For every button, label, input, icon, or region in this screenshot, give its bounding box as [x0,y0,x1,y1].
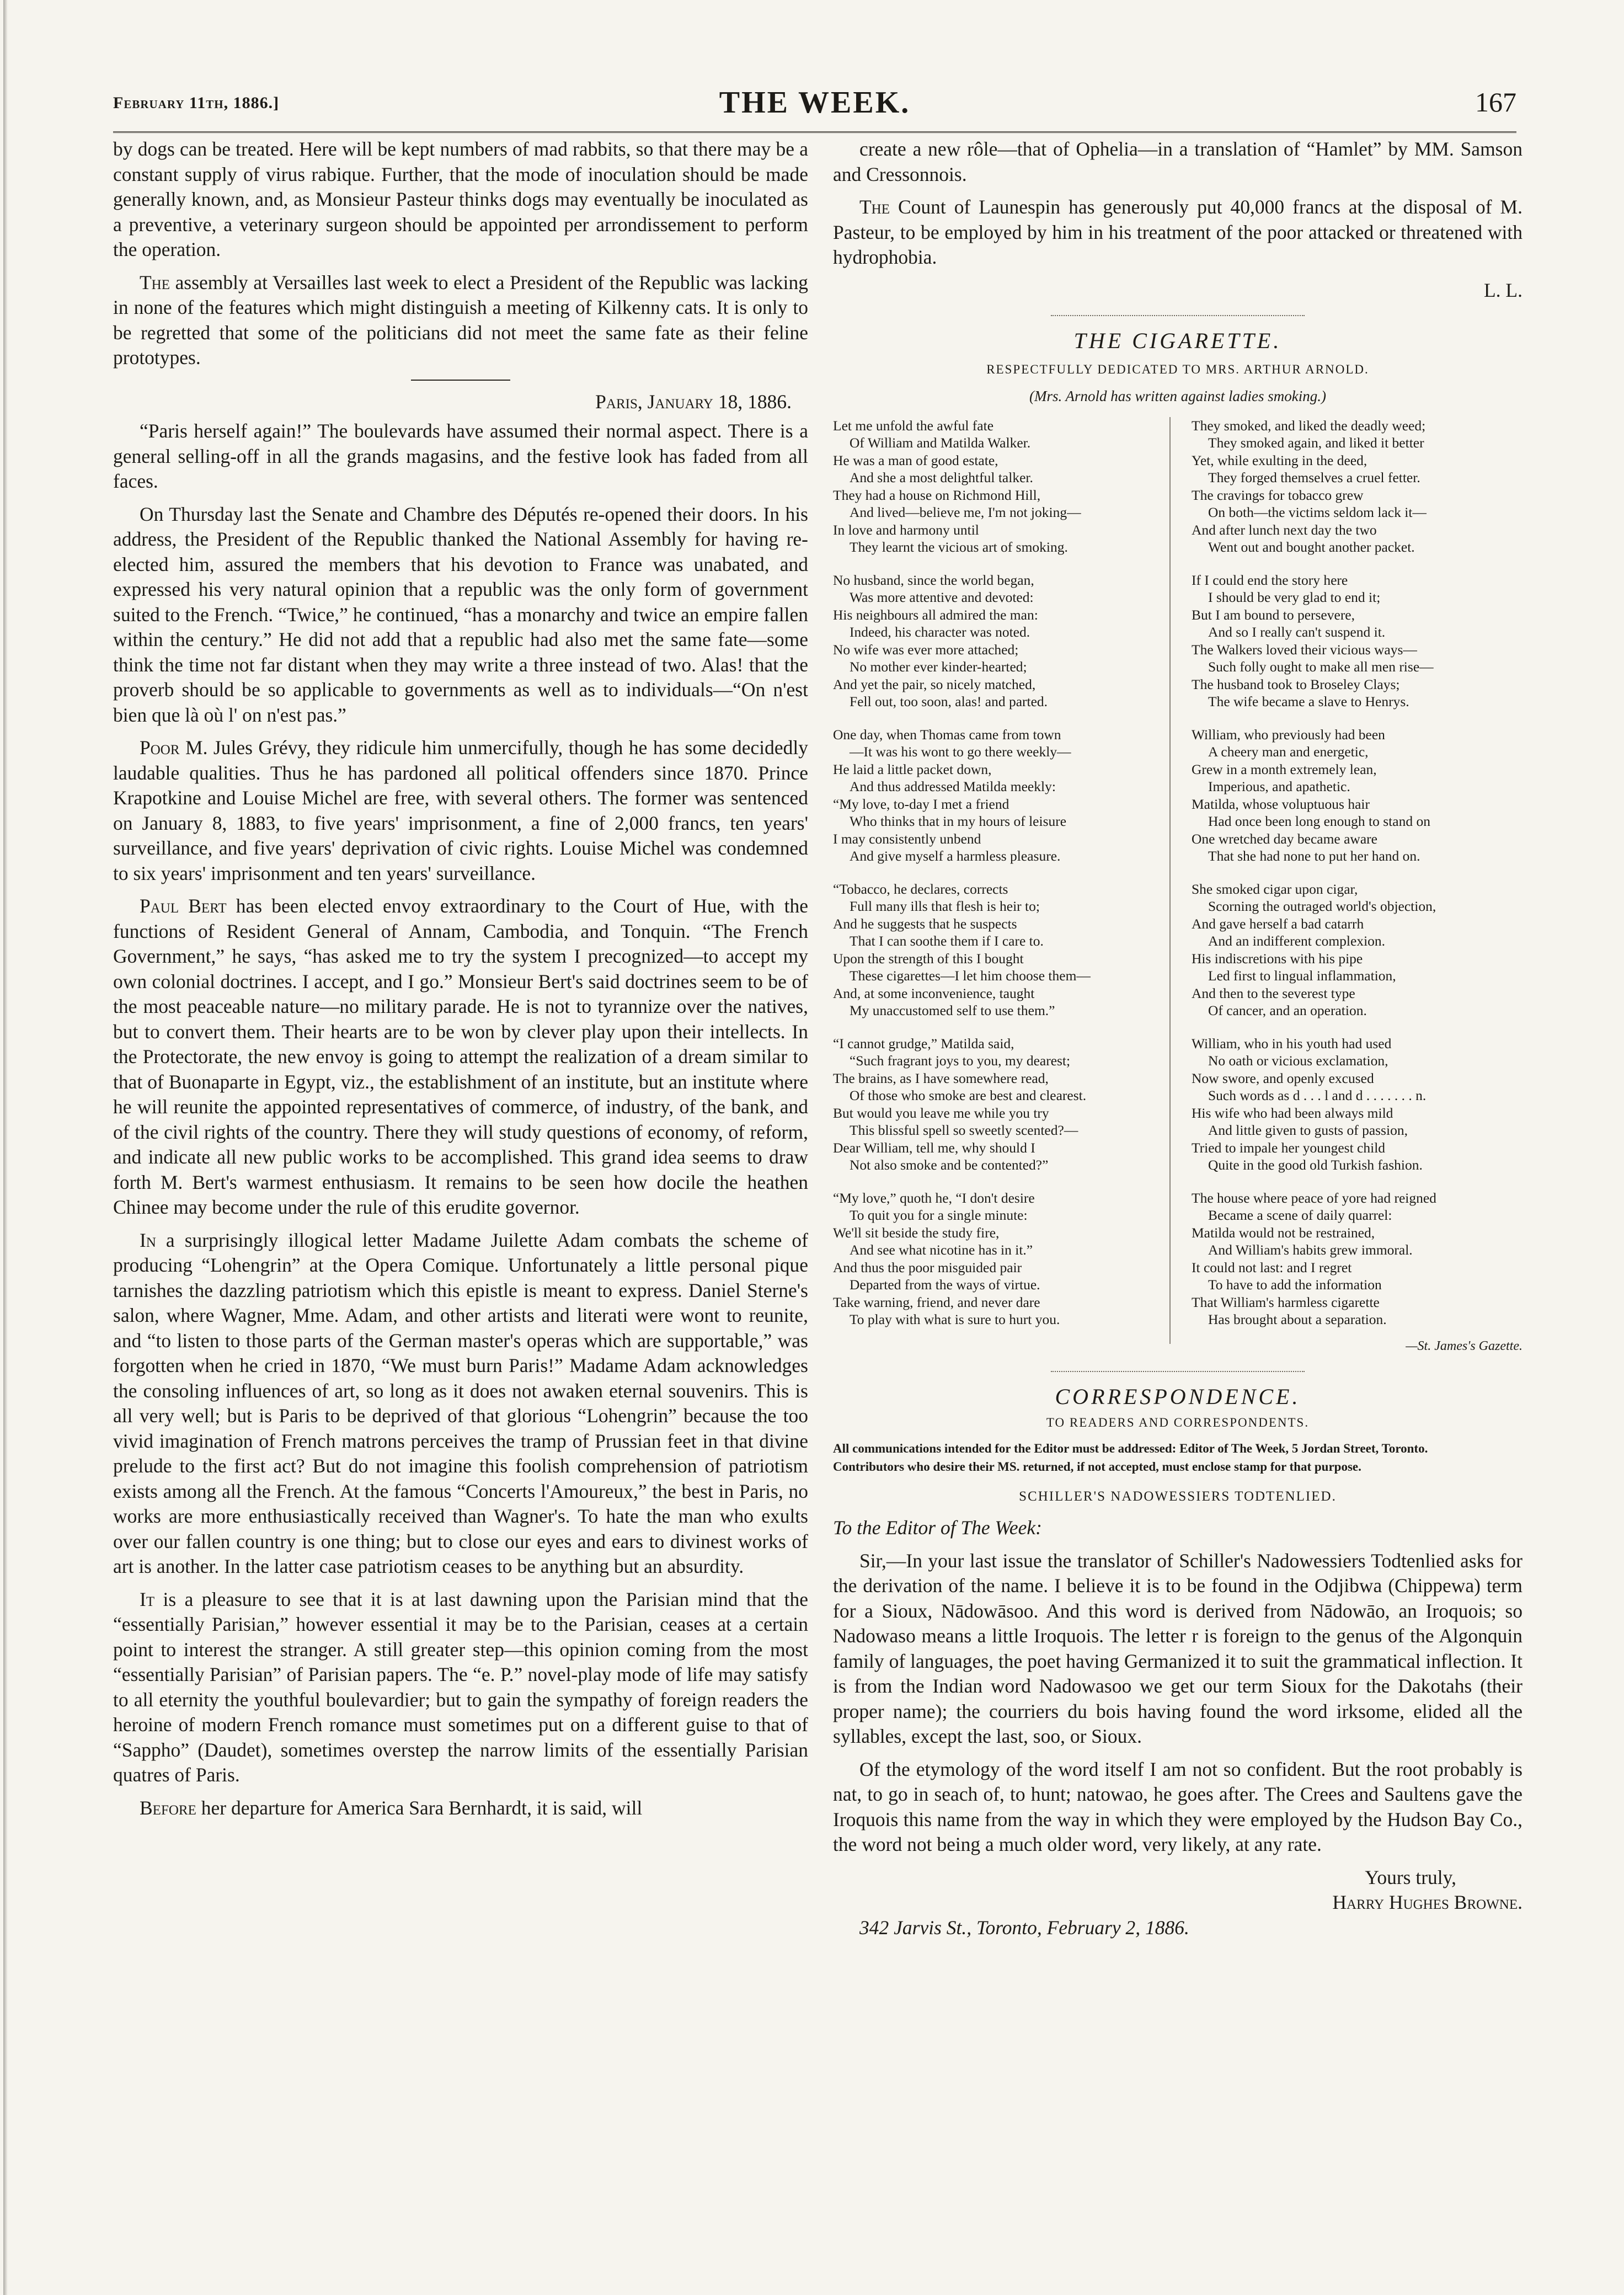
paragraph-text: M. Jules Grévy, they ridicule him unmercifully, though he has some decidedly laudable qualities. Thus he has pardoned all political offenders since 1870. Prince Krapotkine and Louise Michel are free, with several others. The former was sentenced on January 8, 1883, to five years' imprisonment, a fine of 2,000 francs, ten years' surveillance, and five years' deprivation of civic rights. Louise Michel was condemned to six years' imprisonment and ten years' surveillance. [113,736,809,884]
poem-line: And he suggests that he suspects [833,915,1017,932]
poem-stanza [833,726,1164,865]
lead-word: Paul Bert [140,895,227,917]
poem-line: Let me unfold the awful fate [833,417,994,434]
poem-line: “Tobacco, he declares, corrects [833,880,1008,897]
lead-word: The [859,196,890,218]
poem-line: Such folly ought to make all men rise— [1208,659,1434,675]
poem-line: But I am bound to persevere, [1192,606,1355,623]
letter-signature: Harry Hughes Browne. [1332,1891,1522,1913]
poem-line: Quite in the good old Turkish fashion. [1208,1157,1423,1173]
poem-line: Not also smoke and be contented?” [850,1157,1049,1173]
poem-line: The wife became a slave to Henrys. [1208,693,1409,709]
poem-line: Yet, while exulting in the deed, [1192,452,1367,468]
poem-line: That William's harmless cigarette [1192,1294,1380,1310]
poem-line: And gave herself a bad catarrh [1192,915,1364,932]
poem-line: Imperious, and apathetic. [1208,778,1350,794]
poem-line: William, who in his youth had used [1192,1035,1392,1052]
poem-line: They forged themselves a cruel fetter. [1208,469,1420,485]
poem-line: Of William and Matilda Walker. [850,435,1031,451]
poem-note: (Mrs. Arnold has written against ladies smoking.) [1029,388,1326,404]
poem-stanza [1192,417,1522,556]
poem-line: Matilda, whose voluptuous hair [1192,796,1370,812]
poem-line: If I could end the story here [1192,572,1348,588]
lead-word: Before [140,1796,196,1819]
section-title: CORRESPONDENCE. [1055,1384,1301,1409]
poem-line: Dear William, tell me, why should I [833,1139,1035,1156]
letter-paragraph: Of the etymology of the word itself I am not so confident. But the root probably is nat, to go in seach of, to hunt; natowao, he goes after. The Crees and Saultens gave the Iroquois this name from the way in which they were employed by the Hudson Bay Co., the word not being a much older word, very likely, at any rate. [833,1758,1522,1855]
correspondence-notes [833,1415,1522,1474]
poem-line: Scorning the outraged world's objection, [1208,898,1436,914]
paragraph-text: assembly at Versailles last week to elect a President of the Republic was lacking in none of the features which might distinguish a meeting of Kilkenny cats. It is only to be regretted that some of the politicians did not meet the same fate as their feline prototypes. [113,271,809,369]
poem-line: His indiscretions with his pipe [1192,950,1363,967]
poem-line: William, who previously had been [1192,726,1385,743]
poem-stanza [1192,1189,1522,1328]
masthead: THE WEEK. [719,86,911,120]
paragraph [113,894,808,1220]
poem-column-left [833,417,1171,1344]
right-column [833,137,1522,1940]
paragraph: create a new rôle—that of Ophelia—in a translation of “Hamlet” by MM. Samson and Cressonnois. [833,138,1522,185]
poem-line: Went out and bought another packet. [1208,539,1415,555]
poem-line: Became a scene of daily quarrel: [1208,1207,1392,1223]
poem-line: And thus addressed Matilda meekly: [850,778,1056,794]
poem-line: Was more attentive and devoted: [850,589,1034,605]
poem-stanza [833,417,1164,556]
poem-line: They smoked again, and liked it better [1208,435,1424,451]
poem-line: Had once been long enough to stand on [1208,813,1430,829]
poem-stanza [1192,1035,1522,1174]
poem-line: Of those who smoke are best and clearest. [850,1087,1087,1103]
poem-line: And William's habits grew immoral. [1208,1242,1413,1258]
issue-date: February 11th, 1886.] [113,94,280,112]
page-header [113,87,1516,120]
signature: L. L. [1484,279,1522,301]
paragraph: “Paris herself again!” The boulevards have assumed their normal aspect. There is a general selling-off in all the grands magasins, and the festive look has faded from all faces. [113,420,808,492]
poem-title: THE CIGARETTE. [1073,328,1282,353]
lead-word: The [140,271,170,293]
poem-line: She smoked cigar upon cigar, [1192,880,1358,897]
poem-line: To play with what is sure to hurt you. [850,1311,1060,1327]
dateline: Paris, January 18, 1886. [595,390,792,413]
paragraph-text: Count of Launespin has generously put 40,000 francs at the disposal of M. Pasteur, to be employed by him in his treatment of the poor attacked or threatened with hydrophobia. [833,196,1522,268]
poem-line: That I can soothe them if I care to. [850,933,1044,949]
poem-line: One day, when Thomas came from town [833,726,1061,743]
header-rule [113,131,1516,133]
poem-line: His neighbours all admired the man: [833,606,1038,623]
poem-line: Upon the strength of this I bought [833,950,1024,967]
poem-line: That she had none to put her hand on. [1208,848,1420,864]
poem-line: —It was his wont to go there weekly— [850,744,1071,760]
poem-line: Of cancer, and an operation. [1208,1002,1367,1018]
poem-line: One wretched day became aware [1192,830,1377,847]
poem-line: Now swore, and openly excused [1192,1070,1374,1086]
poem-line: And lived—believe me, I'm not joking— [850,504,1081,520]
poem-line: Led first to lingual inflammation, [1208,968,1396,984]
poem-line: These cigarettes—I let him choose them— [850,968,1091,984]
poem-credit: —St. James's Gazette. [1406,1338,1522,1353]
letter-salutation: To the Editor of The Week: [833,1517,1042,1539]
poem-line: And an indifferent complexion. [1208,933,1386,949]
paragraph-text: a surprisingly illogical letter Madame Juilette Adam combats the scheme of producing “Lohengrin” at the Opera Comique. Unfortunately a little personal pique tarnishes the dazzling patriotism which this epistle is meant to express. Daniel Sterne's salon, where Wagner, Mme. Adam, and other artists and literati were wont to reunite, and “to listen to those parts of the German master's operas which are supportable,” was forgotten when he cried in 1870, “We must burn Paris!” Madame Adam acknowledges the consoling influences of art, so long as it does not awaken eternal souvenirs. This is all very well; but is Paris to be deprived of that glorious “Lohengrin” because the too vivid imagination of French matrons perceives the tramp of Prussian feet in that divine prelude to the first act? But do not imagine this foolish comprehension of patriotism exists among all the French. At the famous “Concerts l'Amoureux,” the best in Paris, no works are more enthusiastically received than Wagner's. To hate the man who exults over our fallen country is one thing; but to close our eyes and ears to divinest works of art is another. In the latter case patriotism ceases to be anything but an absurdity. [113,1229,809,1577]
lead-word: It [140,1588,155,1610]
paragraph-text: is a pleasure to see that it is at last dawning upon the Parisian mind that the “essentially Parisian,” however essential it may be to the Parisian, ceases at a certain point to interest the stranger. A still greater step—this opinion coming from the most “essentially Parisian” of Parisian papers. The “e. P.” novel-play mode of life may satisfy to all eternity the youthful boulevardier; but to gain the sympathy of foreign readers the heroine of modern French romance must sometimes put on a different guise to that of “Sappho” (Daudet), sometimes overstep the narrow limits of the essentially Parisian quatres of Paris. [113,1588,808,1786]
poem-line: The Walkers loved their vicious ways— [1192,641,1417,658]
poem-line: And, at some inconvenience, taught [833,985,1035,1001]
poem-line: “Such fragrant joys to you, my dearest; [850,1053,1071,1069]
poem-line: I may consistently unbend [833,830,981,847]
poem-line: The brains, as I have somewhere read, [833,1070,1049,1086]
poem-line: They had a house on Richmond Hill, [833,487,1041,503]
poem-stanza [833,880,1164,1020]
poem-stanza [833,1035,1164,1174]
section-subtitle: TO READERS AND CORRESPONDENTS. [1046,1415,1310,1429]
notice: All communications intended for the Editor must be addressed: Editor of The Week, 5 Jordan Street, Toronto. [833,1441,1428,1455]
poem-line: We'll sit beside the study fire, [833,1224,1000,1241]
left-column [113,137,808,1828]
poem-line: No mother ever kinder-hearted; [850,659,1027,675]
poem-line: Departed from the ways of virtue. [850,1277,1040,1293]
letter-address: 342 Jarvis St., Toronto, February 2, 1886. [859,1916,1189,1939]
poem-line: I should be very glad to end it; [1208,589,1381,605]
letter-closing: Yours truly, [1365,1866,1456,1888]
poem-line: To quit you for a single minute: [850,1207,1028,1223]
poem-line: The house where peace of yore had reigned [1192,1189,1436,1206]
section-rule [411,380,510,381]
poem-line: Has brought about a separation. [1208,1311,1387,1327]
poem-line: And she a most delightful talker. [850,469,1033,485]
paragraph [113,270,808,371]
lead-word: In [140,1229,156,1251]
poem-line: They smoked, and liked the deadly weed; [1192,417,1426,434]
poem-line: This blissful spell so sweetly scented?— [850,1122,1078,1138]
letter-heading: SCHILLER'S NADOWESSIERS TODTENLIED. [1019,1488,1337,1504]
section-rule [1051,1371,1305,1372]
poem-stanza [1192,726,1522,865]
poem-line: They learnt the vicious art of smoking. [850,539,1068,555]
poem-line: He laid a little packet down, [833,761,992,777]
poem-line: And after lunch next day the two [1192,521,1377,538]
paragraph: On Thursday last the Senate and Chambre des Députés re-opened their doors. In his address, the President of the Republic thanked the National Assembly for having re-elected him, assured the members that his devotion to France was unabated, and expressed his very natural opinion that a republic was the only form of government suited to the French. “Twice,” he continued, “has a monarchy and twice an empire fallen within the century.” He did not add that a republic had also met the same fate—some think the time not far distant when they may write a three instead of two. Alas! that the proverb should be so applicable to governments as well as to individuals—“On n'est bien que là où l' on n'est pas.” [113,503,808,726]
poem-line: Grew in a month extremely lean, [1192,761,1377,777]
poem-line: And give myself a harmless pleasure. [850,848,1061,864]
poem-line: And little given to gusts of passion, [1208,1122,1408,1138]
poem [833,417,1522,1344]
poem-line: Matilda would not be restrained, [1192,1224,1375,1241]
poem-line: My unaccustomed self to use them.” [850,1002,1055,1018]
section-rule [1051,315,1305,316]
poem-dedication: RESPECTFULLY DEDICATED TO MRS. ARTHUR ARNOLD. [986,362,1369,376]
poem-line: No husband, since the world began, [833,572,1034,588]
poem-line: And so I really can't suspend it. [1208,624,1386,640]
poem-line: His wife who had been always mild [1192,1104,1393,1121]
poem-line: Full many ills that flesh is heir to; [850,898,1040,914]
poem-line: Who thinks that in my hours of leisure [850,813,1067,829]
poem-line: Tried to impale her youngest child [1192,1139,1386,1156]
notice: Contributors who desire their MS. returned, if not accepted, must enclose stamp for that purpose. [833,1459,1361,1474]
page-number: 167 [1475,87,1516,118]
poem-line: It could not last: and I regret [1192,1259,1352,1275]
poem-line: “I cannot grudge,” Matilda said, [833,1035,1014,1052]
poem-line: The cravings for tobacco grew [1192,487,1364,503]
poem-line: On both—the victims seldom lack it— [1208,504,1427,520]
paragraph [113,1796,808,1821]
paragraph [833,195,1522,270]
paragraph-text: her departure for America Sara Bernhardt, it is said, will [201,1796,643,1819]
poem-line: Such words as d . . . l and d . . . . . . . n. [1208,1087,1427,1103]
poem-stanza [833,572,1164,711]
poem-line: But would you leave me while you try [833,1104,1049,1121]
paragraph: by dogs can be treated. Here will be kept numbers of mad rabbits, so that there may be a constant supply of virus rabique. Further, that the mode of inoculation should be made generally known, and, as Monsieur Pasteur thinks dogs may eventually be inoculated as a preventive, a veterinary surgeon should be appointed per arrondissement to perform the operation. [113,138,808,260]
paragraph [113,1228,808,1579]
poem-line: And see what nicotine has in it.” [850,1242,1033,1258]
letter-paragraph: Sir,—In your last issue the translator of Schiller's Nadowessiers Todtenlied asks for the derivation of the name. I believe it is to be found in the Odjibwa (Chippewa) term for a Sioux, Nādowāsoo. And this word is derived from Nādowāo, an Iroquois; so Nadowaso means a little Iroquois. The letter r is foreign to the genus of the Algonquin family of languages, the poet having Germanized it to suit the grammatical inflection. It is from the Indian word Nadowasoo we get our term Sioux for the Dakotahs (their proper name); the courriers du bois having found the word irksome, elided all the syllables, except the last, soo, or Sioux. [833,1549,1522,1747]
poem-line: No oath or vicious exclamation, [1208,1053,1388,1069]
paragraph [113,1587,808,1788]
poem-line: And thus the poor misguided pair [833,1259,1022,1275]
poem-line: Take warning, friend, and never dare [833,1294,1040,1310]
paragraph [113,735,808,886]
poem-line: “My love, to-day I met a friend [833,796,1009,812]
poem-line: In love and harmony until [833,521,979,538]
paragraph-text: has been elected envoy extraordinary to the Court of Hue, with the functions of Resident General of Annam, Cambodia, and Tonquin. “The French Government,” he says, “has asked me to try the system I precognized—to accept my own colonial doctrines. I accept, and I go.” Monsieur Bert's said doctrines seem to be of the most peaceable nature—no military parade. He is not to tyrannize over the natives, but to convert them. Their hearts are to be won by clever play upon their intellects. In the Protectorate, the new envoy is going to attempt the realization of a dream similar to that of Buonaparte in Egypt, viz., the establishment of an institute, but an institute where he will reunite the appointed representatives of commerce, of industry, of the bank, and of the civil rights of the country. There they will study questions of economy, of reform, and indicate all new public works to be accomplished. This grand idea seems to draw forth M. Bert's warmest enthusiasm. It remains to be seen how docile the heathen Chinee may become under the rule of this erudite governor. [113,895,808,1218]
poem-line: No wife was ever more attached; [833,641,1019,658]
poem-column-right [1192,417,1522,1344]
poem-line: And then to the severest type [1192,985,1355,1001]
poem-line: And yet the pair, so nicely matched, [833,676,1036,692]
poem-line: “My love,” quoth he, “I don't desire [833,1189,1035,1206]
poem-line: Indeed, his character was noted. [850,624,1030,640]
lead-word: Poor [140,736,180,759]
poem-line: Fell out, too soon, alas! and parted. [850,693,1048,709]
poem-line: A cheery man and energetic, [1208,744,1369,760]
page-binding-edge [3,0,8,2295]
poem-stanza [1192,572,1522,711]
poem-stanza [833,1189,1164,1328]
poem-line: He was a man of good estate, [833,452,998,468]
poem-line: To have to add the information [1208,1277,1382,1293]
poem-stanza [1192,880,1522,1020]
poem-line: The husband took to Broseley Clays; [1192,676,1400,692]
